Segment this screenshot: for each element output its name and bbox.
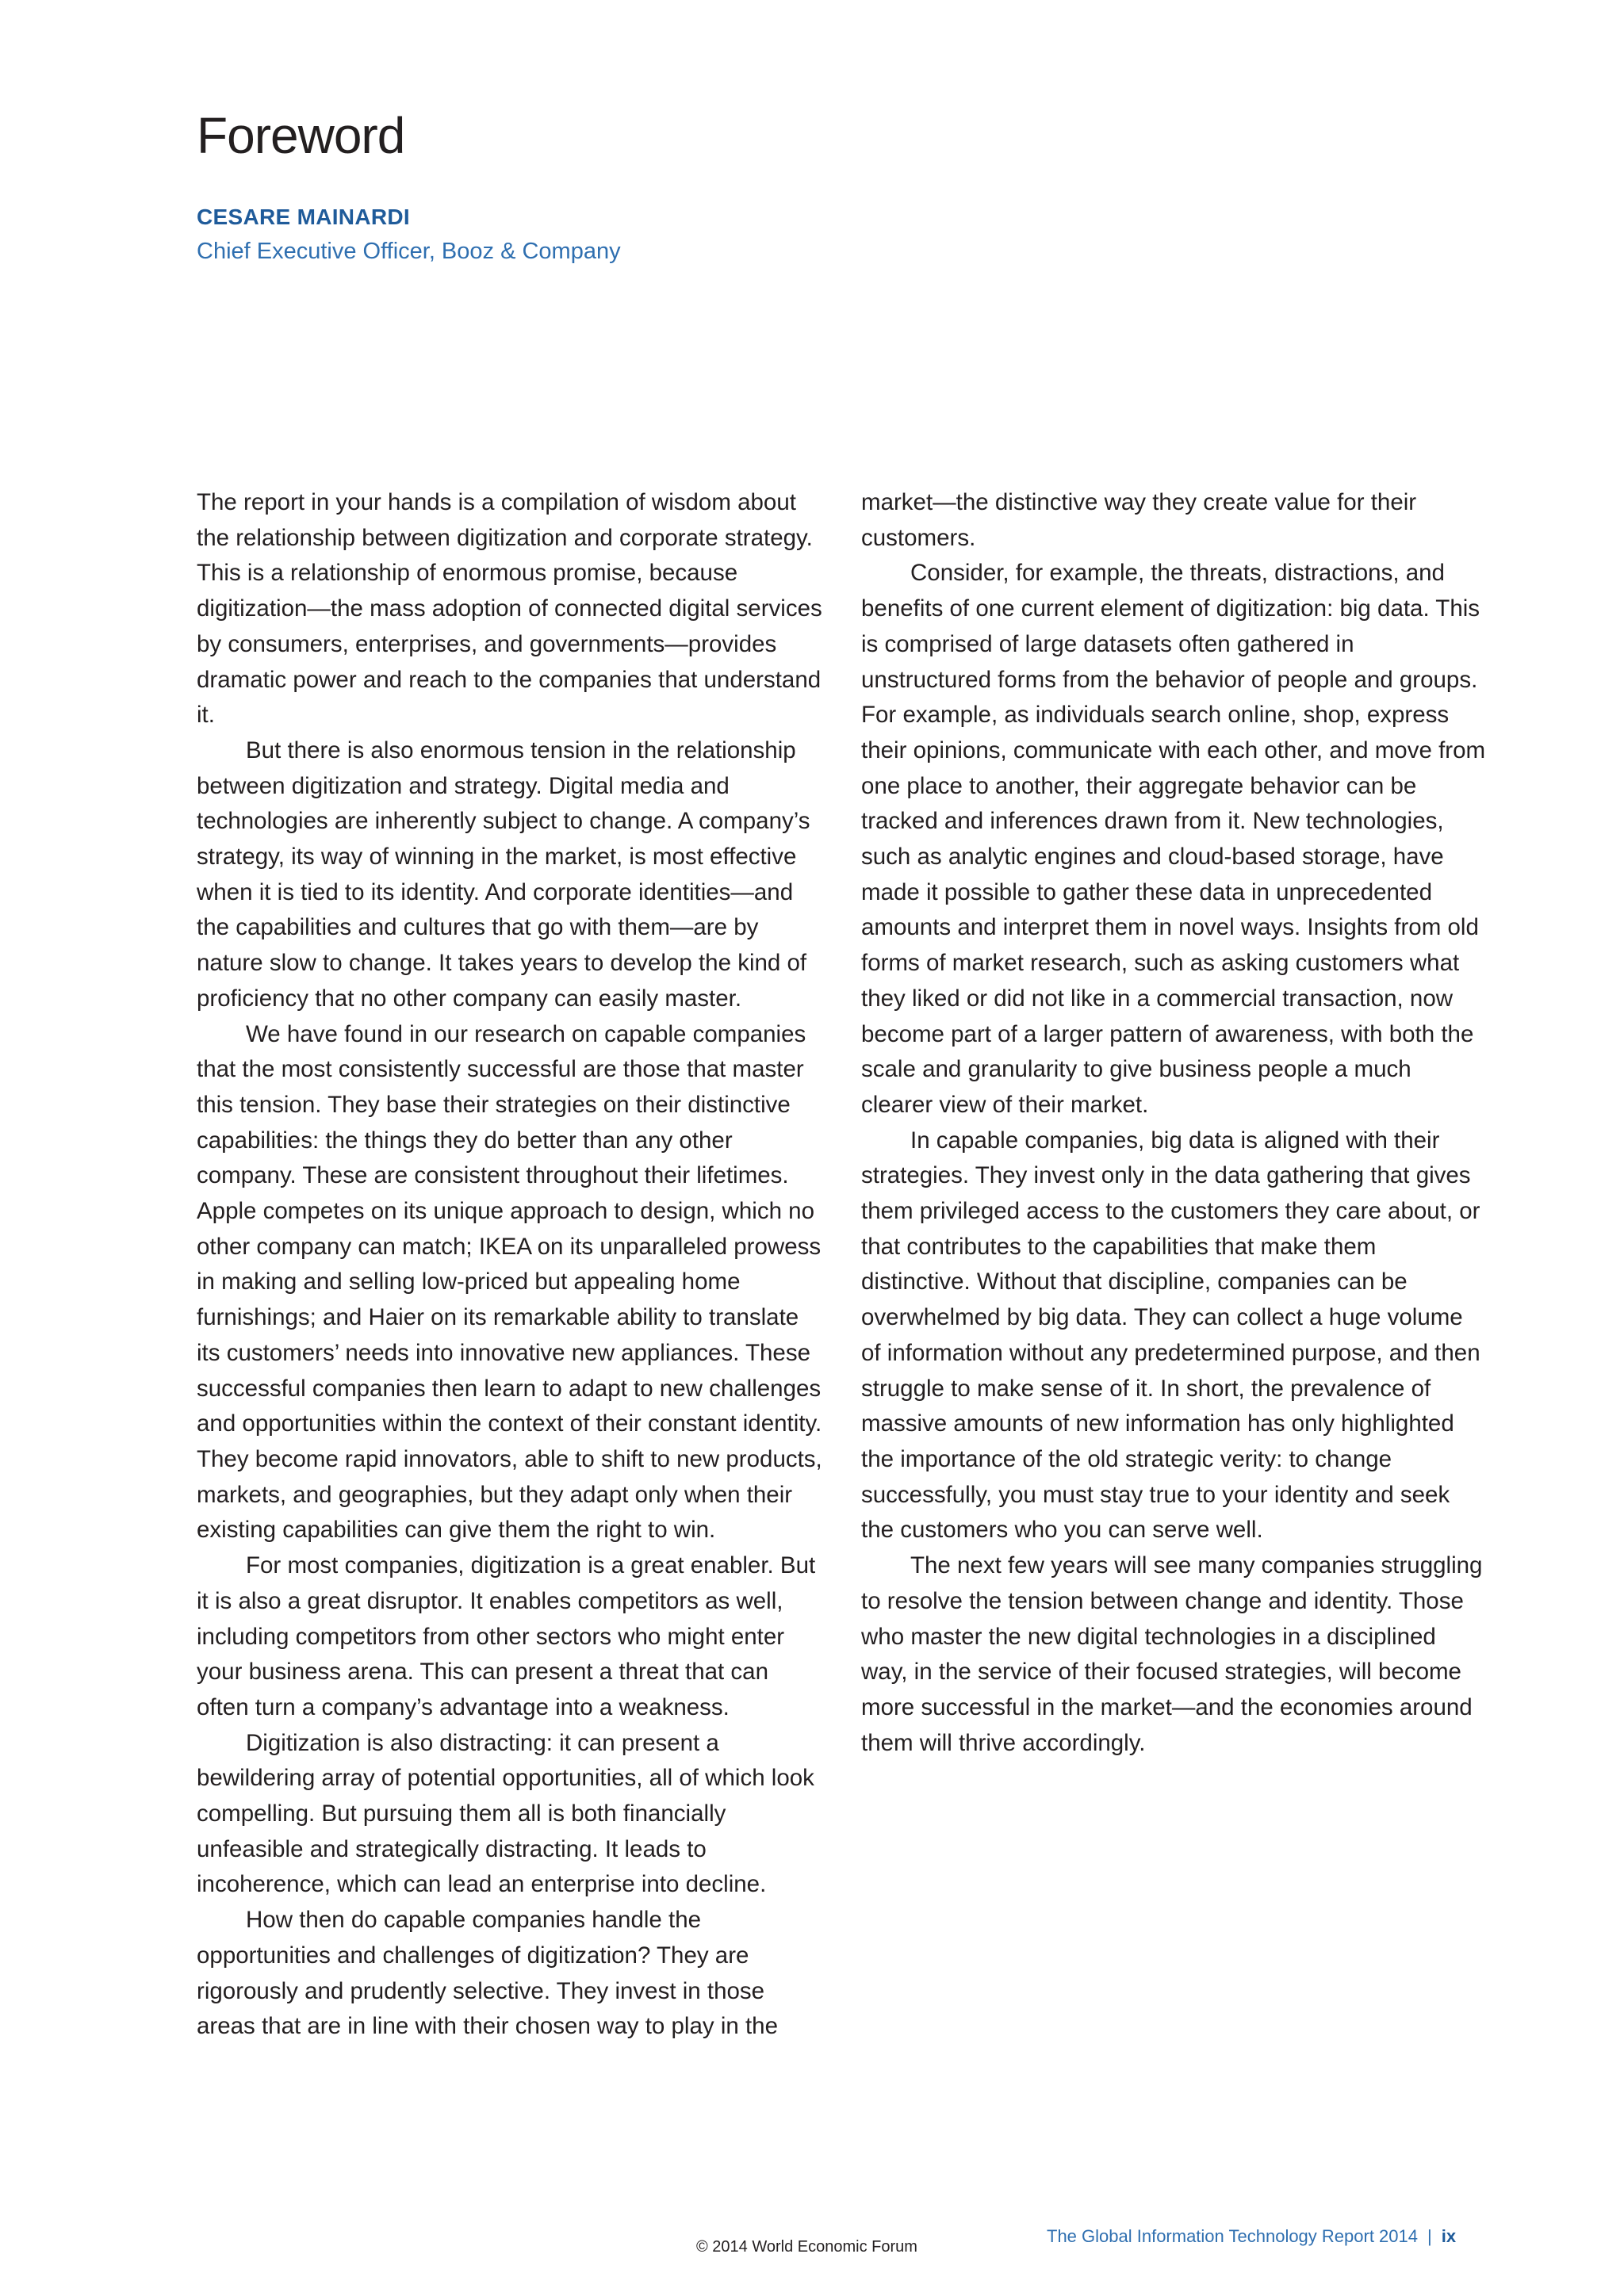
paragraph: Digitization is also distracting: it can present a bewildering array of potential opportunities, all of which look compelling. But pursuing them all is both financially unfeasible and strategically distracting. It leads to incoherence, which can lead an enterprise into decline. bbox=[197, 1729, 814, 1898]
author-role: Chief Executive Officer, Booz & Company bbox=[197, 239, 621, 264]
page-number: ix bbox=[1441, 2226, 1457, 2246]
paragraph: The report in your hands is a compilation of wisdom about the relationship between digitization and corporate strategy. This is a relationship of enormous promise, because digitization—the mass adoption of connected digital services by consumers, enterprises, and governments—provides dramatic power and reach to the companies that understand it. bbox=[197, 489, 822, 729]
right-column bbox=[861, 485, 1488, 1761]
paragraph: But there is also enormous tension in the relationship between digitization and strategy. Digital media and technologies are inherently subject to change. A company’s strategy, its way of winning in the market, is most effective when it is tied to its identity. And corporate identities—and the capabilities and cultures that go with them—are by nature slow to change. It takes years to develop the kind of proficiency that no other company can easily master. bbox=[197, 737, 810, 1012]
report-title: The Global Information Technology Report 2014 bbox=[1047, 2226, 1418, 2246]
paragraph: We have found in our research on capable companies that the most consistently successful are those that master this tension. They base their strategies on their distinctive capabilities: the things they do better than any other company. These are consistent throughout their lifetimes. Apple competes on its unique approach to design, which no other company can match; IKEA on its unparalleled prowess in making and selling low-priced but appealing home furnishings; and Haier on its remarkable ability to translate its customers’ needs into innovative new appliances. These successful companies then learn to adapt to new challenges and opportunities within the context of their constant identity. They become rapid innovators, able to shift to new products, markets, and geographies, but they adapt only when their existing capabilities can give them the right to win. bbox=[197, 1020, 822, 1544]
page-title: Foreword bbox=[197, 107, 405, 164]
paragraph: For most companies, digitization is a great enabler. But it is also a great disruptor. It enables competitors as well, including competitors from other sectors who might enter your business arena. This can present a threat that can often turn a company’s advantage into a weakness. bbox=[197, 1552, 816, 1720]
paragraph: The next few years will see many companies struggling to resolve the tension between change and identity. Those who master the new digital technologies in a disciplined way, in the service of their focused strategies, will become more successful in the market—and the economies around them will thrive accordingly. bbox=[861, 1552, 1483, 1756]
paragraph: market—the distinctive way they create value for their customers. bbox=[861, 489, 1417, 551]
running-footer bbox=[1047, 2226, 1456, 2247]
author-name: CESARE MAINARDI bbox=[197, 205, 410, 229]
paragraph: Consider, for example, the threats, distractions, and benefits of one current element of digitization: big data. This is comprised of large datasets often gathered in unstructured forms from the behavior of people and groups. For example, as individuals search online, shop, express their opinions, communicate with each other, and move from one place to another, their aggregate behavior can be tracked and inferences drawn from it. New technologies, such as analytic engines and cloud-based storage, have made it possible to gather these data in unprecedented amounts and interpret them in novel ways. Insights from old forms of market research, such as asking customers what they liked or did not like in a commercial transaction, now become part of a larger pattern of awareness, with both the scale and granularity to give business people a much clearer view of their market. bbox=[861, 560, 1486, 1118]
footer-separator: | bbox=[1427, 2226, 1432, 2246]
copyright-notice: © 2014 World Economic Forum bbox=[696, 2238, 917, 2256]
left-column bbox=[197, 485, 823, 2045]
paragraph: How then do capable companies handle the opportunities and challenges of digitization? They are rigorously and prudently selective. They invest in those areas that are in line with their chosen way to play in the bbox=[197, 1907, 778, 2040]
paragraph: In capable companies, big data is aligned with their strategies. They invest only in the data gathering that gives them privileged access to the customers they care about, or that contributes to the capabilities that make them distinctive. Without that discipline, companies can be overwhelmed by big data. They can collect a huge volume of information without any predetermined purpose, and then struggle to make sense of it. In short, the prevalence of massive amounts of new information has only highlighted the importance of the old strategic verity: to change successfully, you must stay true to your identity and seek the customers who you can serve well. bbox=[861, 1127, 1480, 1544]
